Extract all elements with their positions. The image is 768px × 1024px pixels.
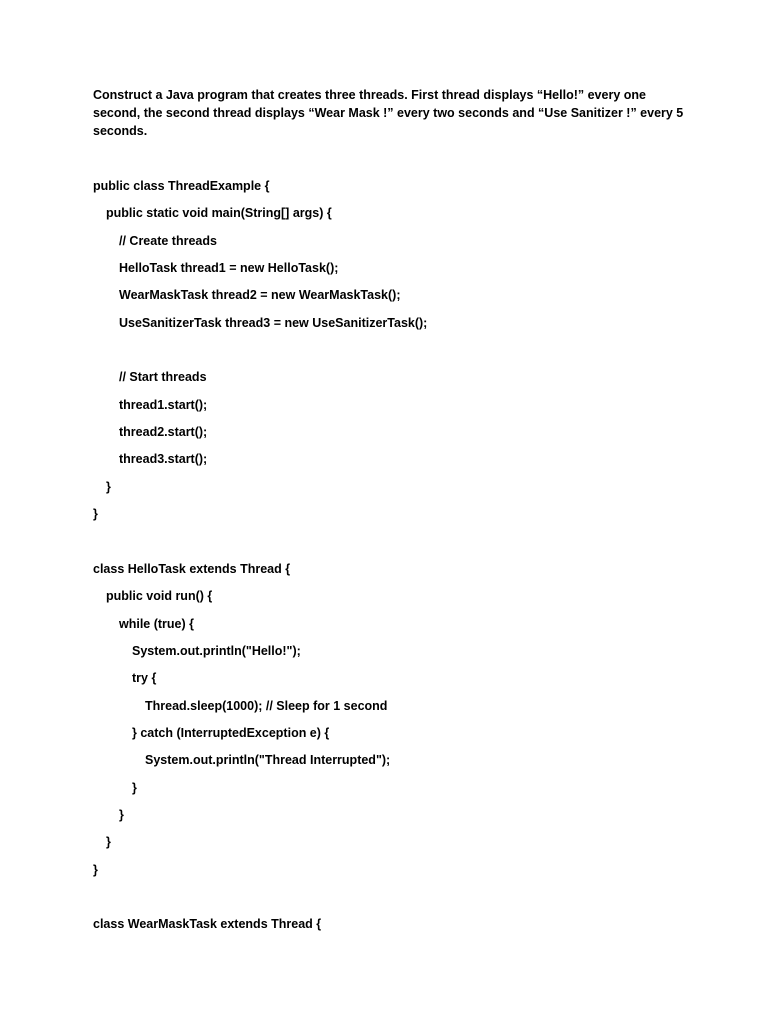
code-line: } xyxy=(93,507,98,522)
code-line: } xyxy=(106,479,111,494)
code-line: System.out.println("Hello!"); xyxy=(132,643,301,658)
code-line: System.out.println("Thread Interrupted"); xyxy=(145,753,391,768)
code-line: public void run() { xyxy=(106,589,213,604)
code-line: public class ThreadExample { xyxy=(93,179,270,193)
question-text: Construct a Java program that creates three threads. First thread displays “Hello!” every one second, the second thread displays “Wear Mask !” every two seconds and “Use Sanitizer !” every 5 seconds. xyxy=(93,88,684,138)
code-line: WearMaskTask thread2 = new WearMaskTask(); xyxy=(119,288,401,303)
code-blank-line xyxy=(93,340,733,367)
code-line: UseSanitizerTask thread3 = new UseSanitizerTask(); xyxy=(119,315,428,330)
code-line: } xyxy=(132,780,137,795)
code-line: } xyxy=(119,807,124,822)
code-line: try { xyxy=(132,671,157,686)
code-line: class HelloTask extends Thread { xyxy=(93,561,291,576)
code-line: thread2.start(); xyxy=(119,425,208,440)
code-line: // Create threads xyxy=(119,233,217,248)
code-line: while (true) { xyxy=(119,616,195,631)
code-line: public static void main(String[] args) { xyxy=(106,206,332,221)
code-line: // Start threads xyxy=(119,370,207,385)
code-line: thread3.start(); xyxy=(119,452,208,467)
code-block xyxy=(93,176,733,942)
code-line: HelloTask thread1 = new HelloTask(); xyxy=(119,261,339,276)
code-blank-line xyxy=(93,887,733,914)
code-line: Thread.sleep(1000); // Sleep for 1 second xyxy=(145,698,388,713)
code-line: } xyxy=(93,862,98,877)
code-line: thread1.start(); xyxy=(119,397,208,412)
code-line: } catch (InterruptedException e) { xyxy=(132,725,330,740)
code-line: class WearMaskTask extends Thread { xyxy=(93,917,322,932)
code-blank-line xyxy=(93,531,733,558)
code-line: } xyxy=(106,835,111,850)
